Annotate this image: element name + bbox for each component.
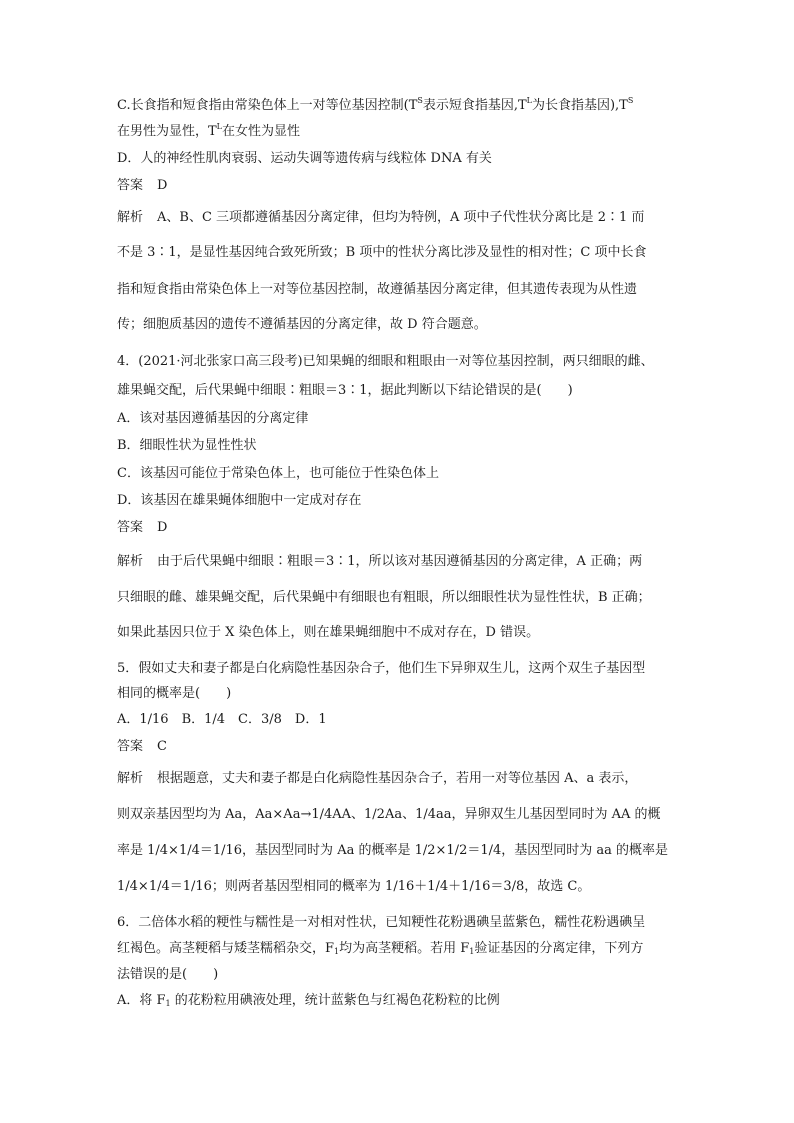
q4-option-d: D．该基因在雄果蝇体细胞中一定成对存在 [117, 493, 362, 508]
q5-answer: 答案 C [117, 739, 167, 754]
q4-option-a: A．该对基因遵循基因的分离定律 [117, 411, 309, 426]
q4-explain-line-1: 解析 由于后代果蝇中细眼∶粗眼＝3∶1，所以该对基因遵循基因的分离定律，A 正确；两 [117, 554, 643, 569]
q5-stem-line-1: 5．假如丈夫和妻子都是白化病隐性基因杂合子，他们生下异卵双生儿，这两个双生子基因型 [117, 661, 646, 676]
explain-prev-line-4: 传；细胞质基因的遗传不遵循基因的分离定律，故 D 符合题意。 [117, 317, 487, 332]
q5-explain-line-1: 解析 根据题意，丈夫和妻子都是白化病隐性基因杂合子，若用一对等位基因 A、a 表示， [117, 771, 638, 786]
option-c-prev: C.长食指和短食指由常染色体上一对等位基因控制($T^S$表示短食指基因$,T^L$为长食指基因)$,T^S$ [117, 96, 634, 113]
q5-explain-line-2: 则双亲基因型均为 Aa，Aa×Aa→1/4AA、1/2Aa、1/4aa，异卵双生儿基因型同时为 AA 的概 [117, 807, 661, 822]
q6-stem-line-2: 红褐色。高茎粳稻与矮茎糯稻杂交，$F_1$均为高茎粳稻。若用 $F_1$验证基因的分离定律，下列方 [117, 941, 644, 956]
q5-options: A．1/16 B．1/4 C．3/8 D．1 [117, 712, 327, 727]
q6-stem-line-3: 法错误的是( ) [117, 967, 219, 982]
answer-prev: 答案 D [117, 178, 168, 193]
q5-stem-line-2: 相同的概率是( ) [117, 686, 232, 701]
q4-option-b: B．细眼性状为显性性状 [117, 438, 257, 453]
q4-answer: 答案 D [117, 520, 168, 535]
explain-prev-line-2: 不是 3∶1，是显性基因纯合致死所致；B 项中的性状分离比涉及显性的相对性；C 项中长食 [117, 245, 647, 260]
explain-prev-line-1: 解析 A、B、C 三项都遵循基因分离定律，但均为特例，A 项中子代性状分离比是 2∶1 而 [117, 210, 645, 225]
q4-explain-line-3: 如果此基因只位于 X 染色体上，则在雄果蝇细胞中不成对存在，D 错误。 [117, 625, 540, 640]
option-d-prev: D．人的神经性肌肉衰弱、运动失调等遗传病与线粒体 DNA 有关 [117, 151, 492, 166]
q6-stem-line-1: 6．二倍体水稻的粳性与糯性是一对相对性状，已知粳性花粉遇碘呈蓝紫色，糯性花粉遇碘呈 [117, 915, 646, 930]
q4-option-c: C．该基因可能位于常染色体上，也可能位于性染色体上 [117, 466, 439, 481]
option-c-prev-cont: 在男性为显性，$T^L$在女性为显性 [117, 122, 300, 139]
q4-explain-line-2: 只细眼的雌、雄果蝇交配，后代果蝇中有细眼也有粗眼，所以细眼性状为显性性状，B 正确； [117, 590, 651, 605]
q4-stem-line-1: 4．(2021·河北张家口高三段考)已知果蝇的细眼和粗眼由一对等位基因控制，两只细眼的雌、 [117, 354, 654, 369]
explain-prev-line-3: 指和短食指由常染色体上一对等位基因控制，故遵循基因分离定律，但其遗传表现为从性遗 [117, 282, 638, 297]
q4-stem-line-2: 雄果蝇交配，后代果蝇中细眼∶粗眼＝3∶1，据此判断以下结论错误的是( ) [117, 383, 573, 398]
q6-option-a: A．将 $F_1$ 的花粉粒用碘液处理，统计蓝紫色与红褐色花粉粒的比例 [117, 993, 500, 1008]
q5-explain-line-3: 率是 1/4×1/4＝1/16，基因型同时为 Aa 的概率是 1/2×1/2＝1/4，基因型同时为 aa 的概率是 [117, 843, 669, 858]
q5-explain-line-4: 1/4×1/4＝1/16；则两者基因型相同的概率为 1/16＋1/4＋1/16＝3/8，故选 C。 [117, 879, 591, 894]
